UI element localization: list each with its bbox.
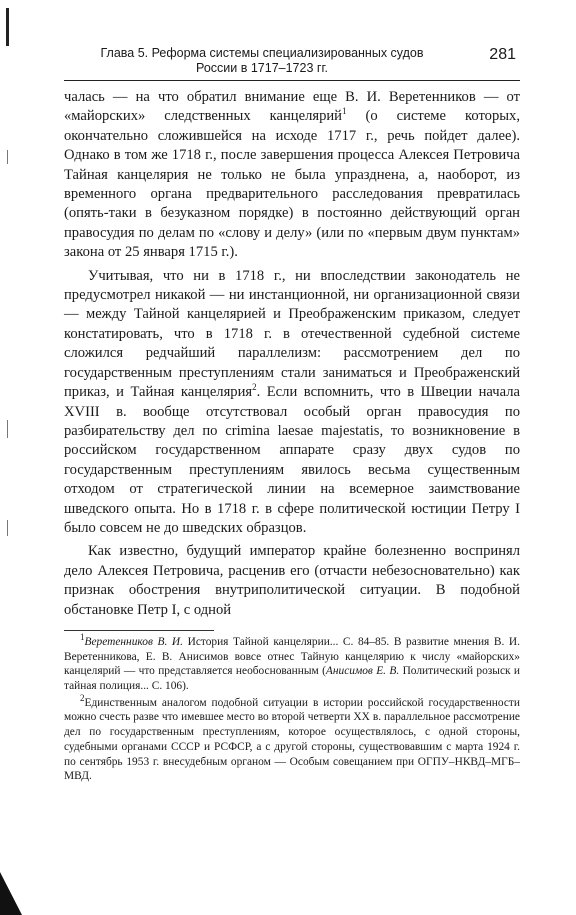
- footnote-2: [64, 692, 520, 784]
- paragraph-2-text: Учитывая, что ни в 1718 г., ни впоследствии законодатель не предусмотрел никакой — ни инстанционной, ни организационной связи — между Тайной канцелярией и Преображенским приказом, следует констатировать, что в 1718 г. в отечественной судебной системе сложился редчайший параллелизм: рассмотрением дел по государственным преступлениям стали заниматься и Преображенский приказ, и Тайная канцелярия: [64, 267, 520, 401]
- footnotes: [64, 632, 521, 784]
- paragraph-3: Как известно, будущий император крайне болезненно воспринял дело Алексея Петровича, расценив его (отчасти небезосновательно) как признак обострения внутриполитической ситуации. В подобной обстановке Петр I, с одной: [64, 543, 520, 618]
- footnote-divider: [64, 630, 214, 631]
- footnote-1-mark: 1: [80, 632, 85, 643]
- scan-margin-tick: [7, 420, 8, 438]
- running-header: [64, 36, 520, 81]
- book-page: [64, 36, 520, 784]
- footnote-1-author: Веретенников В. И.: [84, 635, 183, 648]
- paragraph-1-text-rest: (о системе которых, окончательно сложившейся на исходе 1717 г., речь пойдет далее). Однако в том же 1718 г., после завершения процесса Алексея Петровича Тайная канцелярия не только не была упразднена, а, наоборот, из временного органа предварительного расследования превратилась (опять-таки в безуказном порядке) в постоянно действующий орган правосудия по делам по «слову и делу» (или по «первым двум пунктам» закона от 25 января 1715 г.).: [64, 108, 520, 261]
- footnote-ref-1: 1: [342, 106, 347, 117]
- paragraph-2-text-rest: . Если вспомнить, что в Швеции начала XVIII в. вообще отсутствовал особый орган правосудия по разбирательству дел по crimina laesae majestatis, то возникновение в российском государственном аппарате сразу двух судов по государственным преступлениям явилось весьма существенным отходом от стратегической линии на всемерное заимствование шведского опыта. Но в 1718 г. в сфере политической юстиции Петру I было совсем не до шведских образцов.: [64, 384, 520, 536]
- footnote-1-text-2: Политический розыск и тайная полиция... С. 106).: [64, 665, 521, 693]
- paragraph-2: [64, 267, 520, 539]
- footnote-2-mark: 2: [80, 692, 85, 703]
- paragraph-1-text: чалась — на что обратил внимание еще В. И. Веретенников — от «майорских» следственных канцелярий: [64, 89, 520, 125]
- scan-margin-tick: [7, 520, 8, 536]
- page-number: 281: [489, 46, 516, 63]
- paragraph-1: [64, 88, 520, 263]
- footnote-ref-2: 2: [252, 382, 257, 393]
- scan-corner-mark: [0, 872, 22, 915]
- footnote-1-text: История Тайной канцелярии... С. 84–85. В развитие мнения В. И. Веретенникова, Е. В. Анисимов вовсе отнес Тайную канцелярию к числу «майорских» канцелярий — что представляется необоснованным (: [64, 635, 520, 678]
- chapter-title: [64, 46, 460, 76]
- chapter-title-line-2: России в 1717–1723 гг.: [196, 61, 328, 75]
- footnote-1-author-2: Анисимов Е. В.: [325, 665, 400, 678]
- footnote-1: [64, 632, 521, 694]
- chapter-title-line-1: Глава 5. Реформа системы специализированных судов: [100, 46, 424, 60]
- scan-margin-tick: [7, 150, 8, 164]
- footnote-2-text: Единственным аналогом подобной ситуации в истории российской государственности можно счесть разве что имевшее место во второй четверти XX в. параллельное рассмотрение дел по государственным преступлениям, которое осуществлялось, с одной стороны, судебными органами СССР и РСФСР, а с другой стороны, существовавшим с марта 1924 г. по сентябрь 1953 г. внесудебным органом — Особым совещанием при ОГПУ–НКВД–МГБ–МВД.: [64, 696, 520, 783]
- scan-edge-mark: [6, 8, 9, 46]
- main-text: [64, 88, 520, 620]
